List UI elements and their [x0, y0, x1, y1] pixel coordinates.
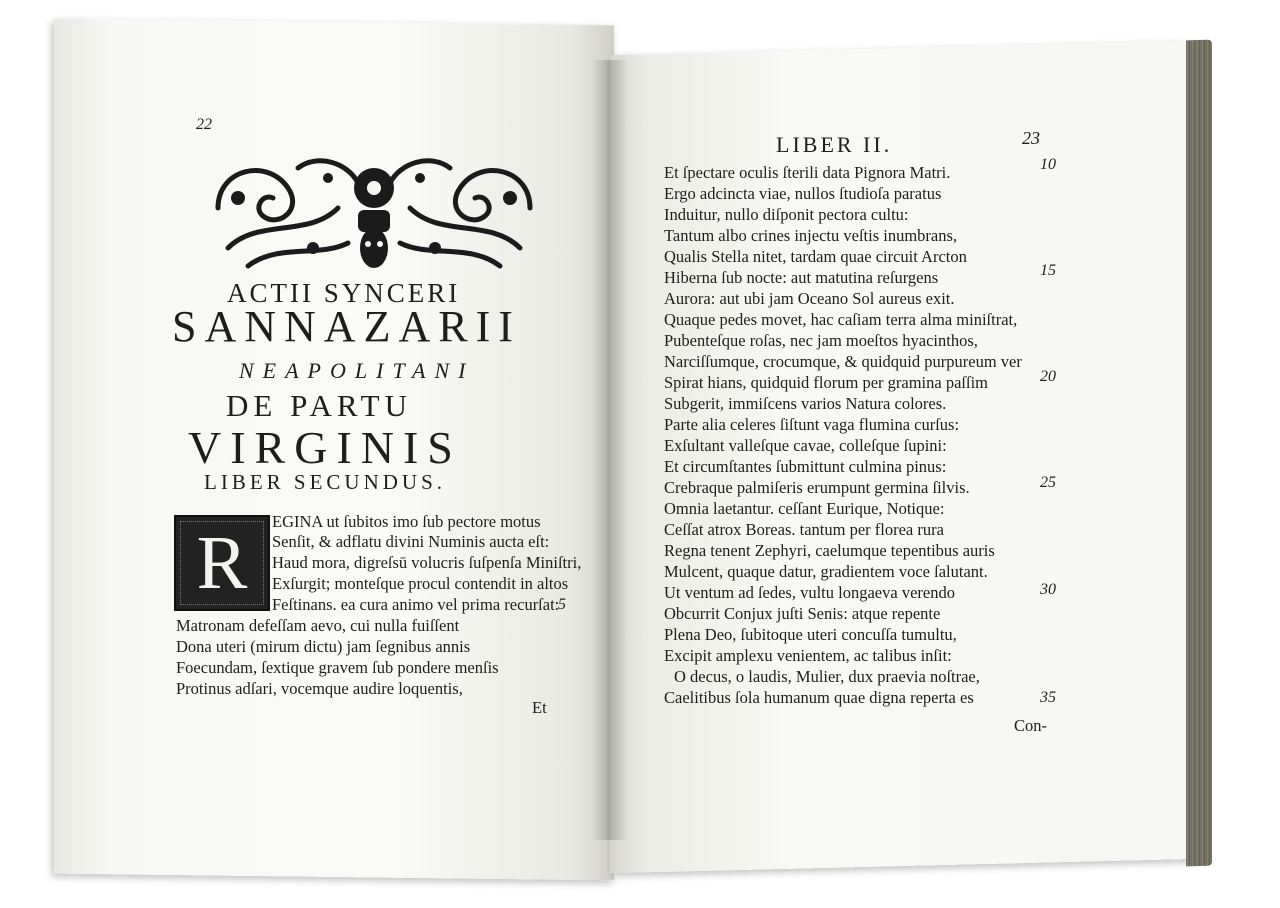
right-text-line: Caelitibus ſola humanum quae digna reperta es: [664, 688, 974, 707]
drop-cap-initial: [174, 515, 270, 611]
right-text-line: Hiberna ſub nocte: aut matutina reſurgens: [664, 268, 939, 287]
right-text-line: Et ſpectare oculis ſterili data Pignora Matri.: [664, 163, 951, 182]
right-text-line: O decus, o laudis, Mulier, dux praevia noſtrae,: [674, 667, 980, 686]
title-line-6: LIBER SECUNDUS.: [204, 470, 447, 494]
left-text-line: Matronam defeſſam aevo, cui nulla fuiſſent: [176, 616, 460, 635]
right-text-line: Narciſſumque, crocumque, & quidquid purpureum ver: [664, 352, 1022, 371]
line-number: 10: [1040, 156, 1056, 173]
running-head: LIBER II.: [776, 132, 893, 157]
title-line-3: NEAPOLITANI: [239, 358, 475, 383]
right-text-line: Excipit amplexu venientem, ac talibus inſit:: [664, 646, 952, 665]
right-text-line: Induitur, nullo diſponit pectora cultu:: [664, 205, 909, 224]
line-number: 20: [1040, 368, 1056, 385]
left-text-line: Protinus adſari, vocemque audire loquentis,: [176, 679, 463, 698]
right-text-line: Et circumſtantes ſubmittunt culmina pinus:: [664, 457, 947, 476]
right-text-line: Spirat hians, quidquid florum per gramina paſſim: [664, 373, 988, 392]
right-text-line: Crebraque palmiſeris erumpunt germina ſilvis.: [664, 478, 970, 497]
page-edges: [1186, 40, 1212, 867]
drop-cap-letter: R: [196, 521, 248, 605]
right-text-line: Plena Deo, ſubitoque uteri concuſſa tumultu,: [664, 625, 957, 644]
right-text-line: Subgerit, immiſcens varios Natura colores.: [664, 394, 947, 413]
right-text-line: Parte alia celeres ſiſtunt vaga flumina curſus:: [664, 415, 960, 434]
headpiece-ornament: [208, 148, 540, 276]
title-line-4: DE PARTU: [226, 388, 412, 423]
right-text-line: Qualis Stella nitet, tardam quae circuit Arcton: [664, 247, 967, 266]
line-number: 15: [1040, 262, 1056, 279]
left-text-line: Exſurgit; monteſque procul contendit in altos: [272, 574, 569, 593]
title-line-1: ACTII SYNCERI: [227, 278, 461, 308]
right-text-line: Obcurrit Conjux juſti Senis: atque repente: [664, 604, 941, 623]
right-text-line: Regna tenent Zephyri, caelumque tepentibus auris: [664, 541, 995, 560]
left-text-line: EGINA ut ſubitos imo ſub pectore motus: [272, 512, 541, 531]
line-number: 35: [1040, 689, 1056, 706]
left-text-line: Senſit, & adflatu divini Numinis aucta eſt:: [272, 532, 550, 551]
left-catchword: Et: [532, 698, 547, 717]
left-text-line: Foecundam, ſextique gravem ſub pondere menſis: [176, 658, 499, 677]
line-number: 5: [558, 596, 566, 613]
right-text-line: Exſultant valleſque cavae, colleſque ſupini:: [664, 436, 947, 455]
right-text-line: Ceſſat atrox Boreas. tantum per florea rura: [664, 520, 944, 539]
right-catchword: Con-: [1014, 716, 1047, 735]
right-text-line: Aurora: aut ubi jam Oceano Sol aureus exit.: [664, 289, 955, 308]
line-number: 30: [1040, 581, 1056, 598]
right-page-number: 23: [1022, 128, 1040, 148]
line-number: 25: [1040, 474, 1056, 491]
right-text-line: Mulcent, quaque datur, gradientem voce ſalutant.: [664, 562, 988, 581]
right-text-line: Ergo adcincta viae, nullos ſtudioſa paratus: [664, 184, 942, 203]
book-spine: [592, 60, 628, 840]
right-text-line: Tantum albo crines injectu veſtis inumbrans,: [664, 226, 958, 245]
title-line-5: VIRGINIS: [188, 422, 462, 473]
right-text-line: Omnia laetantur. ceſſant Eurique, Notique:: [664, 499, 945, 518]
title-line-2: SANNAZARII: [172, 302, 521, 351]
right-text-line: Pubenteſque roſas, nec jam moeſtos hyacinthos,: [664, 331, 978, 350]
right-text-line: Quaque pedes movet, hac caſiam terra alma miniſtrat,: [664, 310, 1018, 329]
left-text-line: Haud mora, digreſsū volucris ſuſpenſa Miniſtri,: [272, 553, 582, 572]
left-text-line: Dona uteri (mirum dictu) jam ſegnibus annis: [176, 637, 471, 656]
left-text-line: Feſtinans. ea cura animo vel prima recurſat:: [272, 595, 560, 614]
right-text-line: Ut ventum ad ſedes, vultu longaeva verendo: [664, 583, 955, 602]
left-page-number: 22: [196, 116, 212, 133]
